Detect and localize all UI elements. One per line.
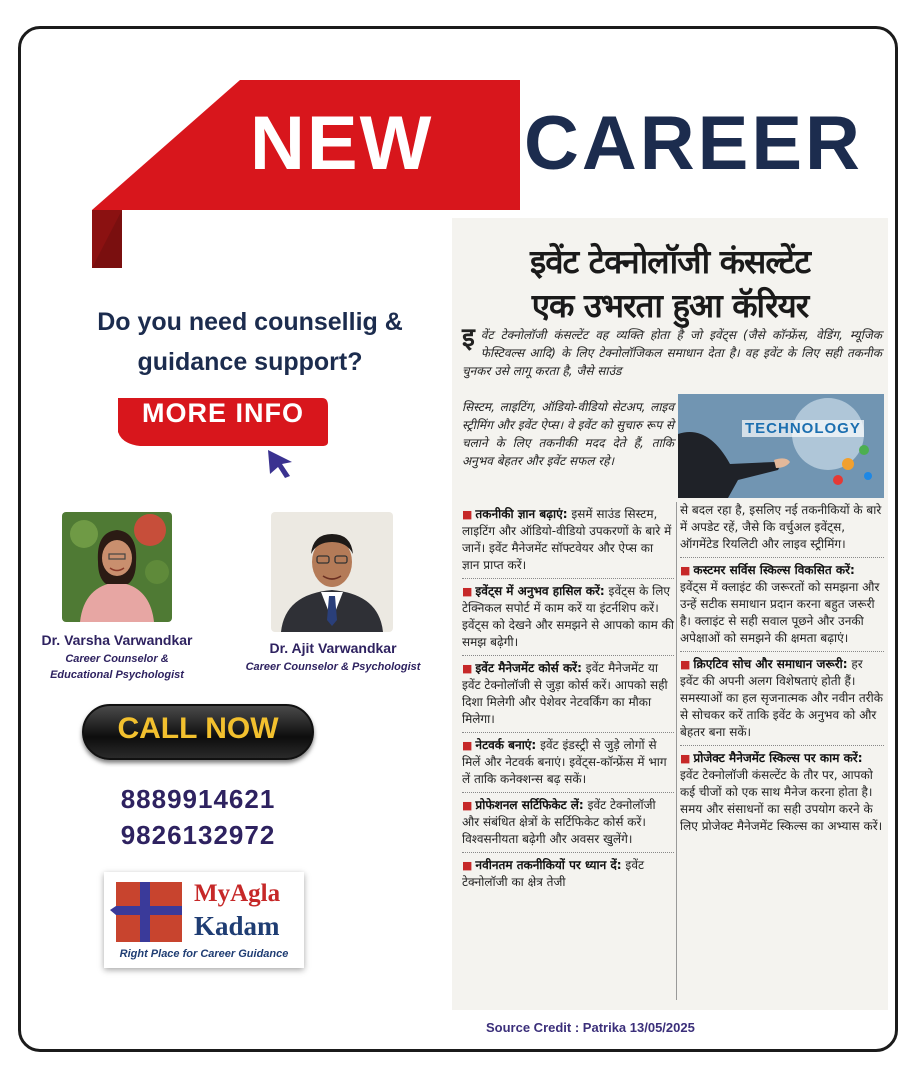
tip-item: ■ तकनीकी ज्ञान बढ़ाएं: इसमें साउंड सिस्टम, लाइटिंग और ऑडियो-वीडियो उपकरणों के बारे में जानें। इवेंट मैनेजमेंट सॉफ्टवेयर और ऐप्स का ज्ञान प्राप्त करें। — [462, 506, 674, 579]
counselling-question: Do you need counsellig & guidance support? — [97, 308, 403, 376]
intro-text: वेंट टेक्नोलॉजी कंसल्टेंट वह व्यक्ति होता है जो इवेंट्स (जैसे कॉन्फ्रेंस, वेडिंग, म्यूजिक फेस्टिवल्स आदि) के लिए टेक्नोलॉजिकल समाधान देता है। वह इवेंट के लिए सही तकनीक चुनकर उसे लागू करता है, जैसे साउंड — [462, 328, 882, 378]
technology-image — [678, 394, 884, 498]
source-credit: Source Credit : Patrika 13/05/2025 — [486, 1020, 695, 1035]
phone-number-1[interactable]: 8889914621 — [120, 784, 276, 814]
tip-item: ■ प्रोजेक्ट मैनेजमेंट स्किल्स पर काम करें: इवेंट टेक्नोलॉजी कंसल्टेंट के तौर पर, आपको कई चीजों को एक साथ मैनेज करना होता है। समय और संसाधनों का सही उपयोग करने के लिए प्रोजेक्ट मैनेजमेंट स्किल्स का अभ्यास करें। — [680, 751, 883, 833]
article-column-2 — [680, 502, 884, 843]
article-intro — [462, 323, 882, 380]
more-info-label[interactable]: MORE INFO — [142, 398, 304, 428]
tip-item: ■ नेटवर्क बनाएं: इवेंट इंडस्ट्री से जुड़े लोगों से मिलें और नेटवर्क बनाएं। इवेंट्स-कॉन्फ्रेंस में भाग लें ताकि कनेक्शन्स बढ़ सकें। — [462, 737, 674, 793]
phone-number-2[interactable]: 9826132972 — [120, 820, 276, 850]
tip-item: ■ इवेंट्स में अनुभव हासिल करें: इवेंट्स के लिए टेक्निकल सपोर्ट में काम करें या इंटर्नशिप करें। इवेंट्स को देखने और समझने से आपको काम की समझ बढ़ेगी। — [462, 583, 674, 656]
article-title-line1: इवेंट टेक्नोलॉजी कंसल्टेंट — [530, 242, 810, 281]
counselor-1-role-line2: Educational Psychologist — [50, 669, 184, 681]
call-now-label[interactable]: CALL NOW — [117, 712, 279, 745]
counselor-1-name: Dr. Varsha Varwandkar — [41, 632, 193, 648]
ajit-portrait — [271, 512, 393, 632]
intro-dropcap: इ — [462, 323, 475, 353]
tip-item: ■ नवीनतम तकनीकियों पर ध्यान दें: इवेंट टेक्नोलॉजी का क्षेत्र तेजी — [462, 858, 645, 889]
column-divider — [676, 502, 677, 1000]
article-intro-continued: सिस्टम, लाइटिंग, ऑडियो-वीडियो सेटअप, लाइव स्ट्रीमिंग और इवेंट ऐप्स। वे इवेंट को सुचारु रूप से चलाने के लिए तकनीकी मदद देते हैं, ताकि अनुभव बेहतर और इवेंट सफल रहे। — [462, 400, 674, 468]
logo-text-kadam: Kadam — [194, 911, 280, 941]
tip-item-continued: से बदल रहा है, इसलिए नई तकनीकियों के बारे में अपडेट रहें, जैसे कि वर्चुअल इवेंट्स, ऑगमेंटेड रियलिटी और लाइव स्ट्रीमिंग। — [680, 502, 884, 558]
pointer-cursor-icon — [266, 448, 296, 480]
article-title-line2: एक उभरता हुआ कॅरियर — [531, 286, 809, 325]
tip-item: ■ इवेंट मैनेजमेंट कोर्स करें: इवेंट मैनेजमेंट या इवेंट टेक्नोलॉजी से जुड़ा कोर्स करें। आपको सही दिशा मिलेगी और पेशेवर नेटवर्किंग का मौका मिलेगा। — [462, 660, 674, 733]
logo-tagline: Right Place for Career Guidance — [119, 948, 289, 960]
counselor-2-name: Dr. Ajit Varwandkar — [269, 640, 397, 656]
tip-item: ■ प्रोफेशनल सर्टिफिकेट लें: इवेंट टेक्नोलॉजी और संबंधित क्षेत्रों के सर्टिफिकेट कोर्स करें। विश्वसनीयता बढ़ेगी और अवसर खुलेंगे। — [462, 797, 674, 853]
counselor-2-role: Career Counselor & Psychologist — [245, 661, 421, 673]
headline-career: CAREER — [524, 101, 863, 186]
headline-new: NEW — [250, 101, 434, 186]
tip-item: ■ क्रिएटिव सोच और समाधान जरूरी: हर इवेंट की अपनी अलग विशेषताएं होती हैं। समस्याओं का हल सृजनात्मक और नवीन तरीके से सोचकर करें ताकि इवेंट के अनुभव को और बेहतर बना सकें। — [680, 656, 884, 746]
technology-image-caption: TECHNOLOGY — [742, 420, 864, 437]
varsha-portrait — [62, 512, 172, 622]
logo-cross-icon — [110, 880, 188, 944]
counselor-1-role-line1: Career Counselor & — [65, 653, 169, 665]
logo-text-myagla: MyAgla — [194, 880, 281, 907]
tip-item: ■ कस्टमर सर्विस स्किल्स विकसित करें: इवेंट्स में क्लाइंट की जरूरतों को समझना और उन्हें सटीक समाधान प्रदान करना बहुत जरूरी है। क्लाइंट से सही सवाल पूछने और उनकी अपेक्षाओं को समझने की क्षमता बढ़ाएं। — [680, 562, 884, 652]
article-column-1 — [462, 506, 674, 899]
